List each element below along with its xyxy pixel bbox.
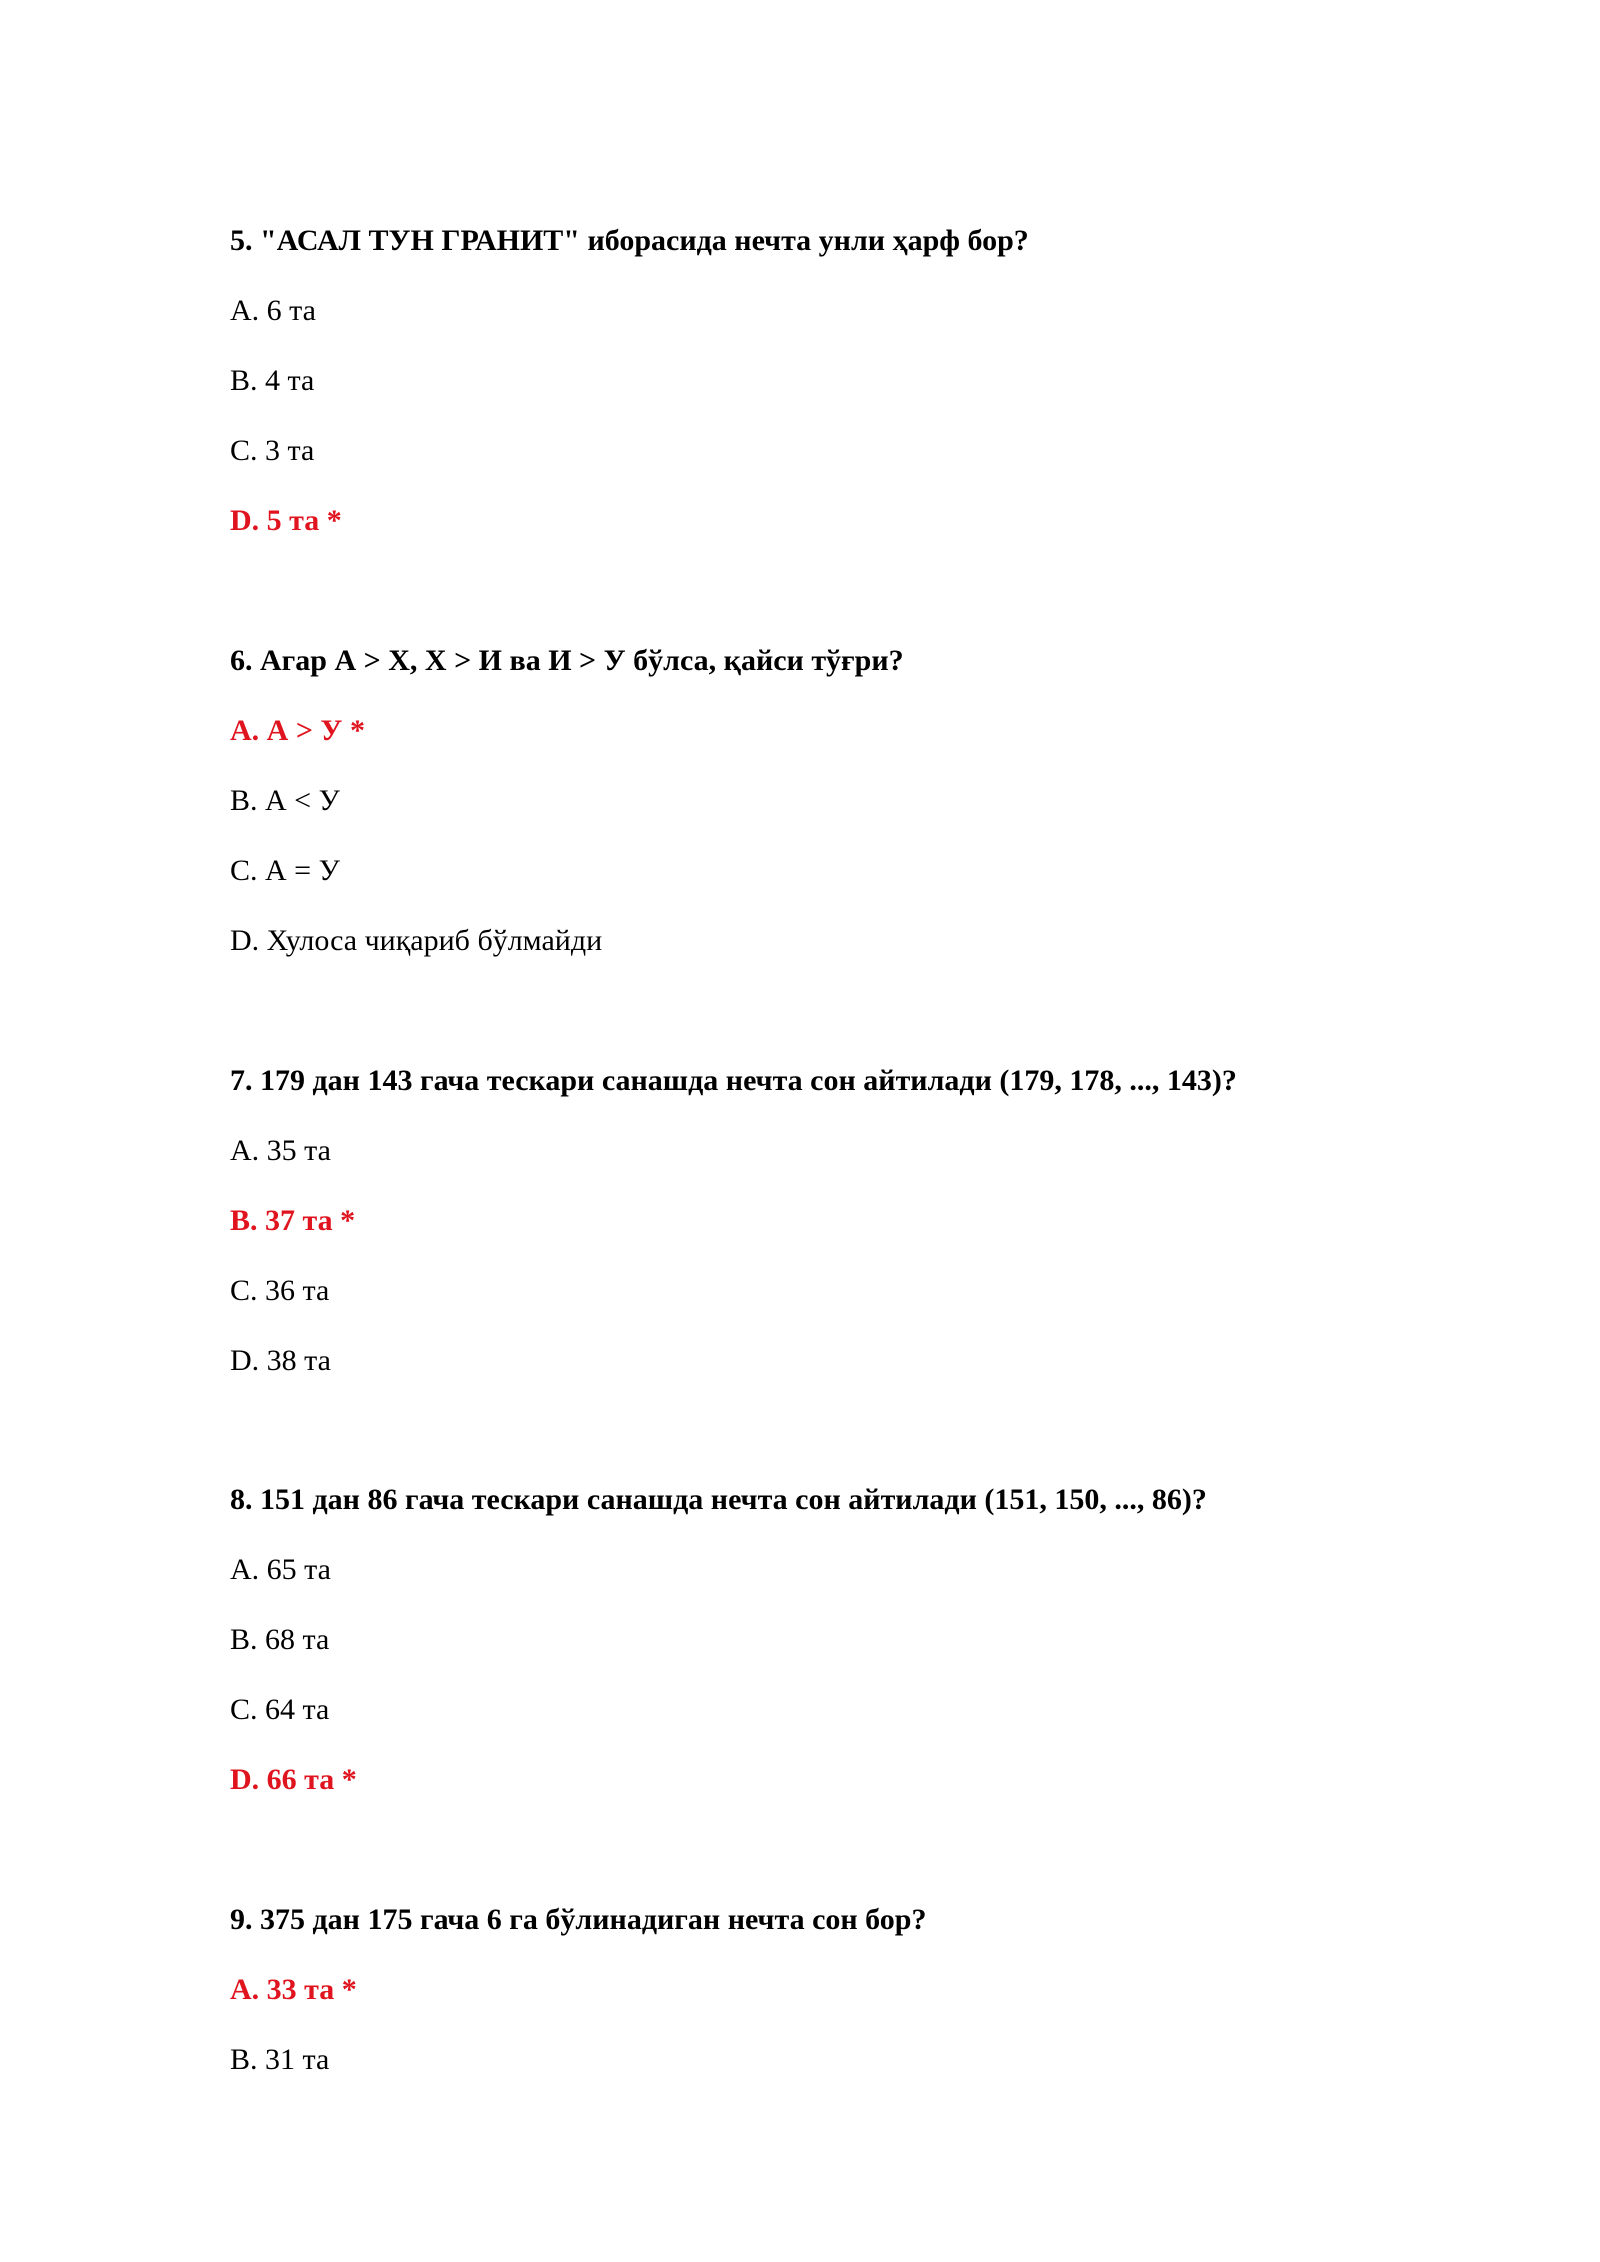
option-c: C. 36 та [230,1274,330,1307]
option-b: B. 4 та [230,364,315,397]
option-a-correct: A. А > У * [230,714,365,747]
option-b: B. 68 та [230,1623,330,1656]
option-d-correct: D. 66 та * [230,1763,357,1796]
option-a-correct: A. 33 та * [230,1973,357,2006]
option-b-correct: B. 37 та * [230,1204,356,1237]
option-c: C. 64 та [230,1693,330,1726]
option-b: B. 31 та [230,2043,330,2076]
question-text: 5. "АСАЛ ТУН ГРАНИТ" иборасида нечта унли ҳарф бор? [230,224,1029,257]
option-b: B. А < У [230,784,340,817]
option-d: D. Хулоса чиқариб бўлмайди [230,924,603,957]
option-c: C. 3 та [230,434,315,467]
option-a: A. 35 та [230,1134,331,1167]
option-d: D. 38 та [230,1344,331,1377]
option-a: A. 65 та [230,1553,331,1586]
question-text: 7. 179 дан 143 гача тескари санашда нечта сон айтилади (179, 178, ..., 143)? [230,1064,1237,1097]
option-a: A. 6 та [230,294,316,327]
option-d-correct: D. 5 та * [230,504,342,537]
question-text: 6. Агар А > Х, Х > И ва И > У бўлса, қайси тўғри? [230,644,904,677]
question-text: 8. 151 дан 86 гача тескари санашда нечта сон айтилади (151, 150, ..., 86)? [230,1483,1207,1516]
option-c: C. А = У [230,854,340,887]
question-text: 9. 375 дан 175 гача 6 га бўлинадиган нечта сон бор? [230,1903,927,1936]
